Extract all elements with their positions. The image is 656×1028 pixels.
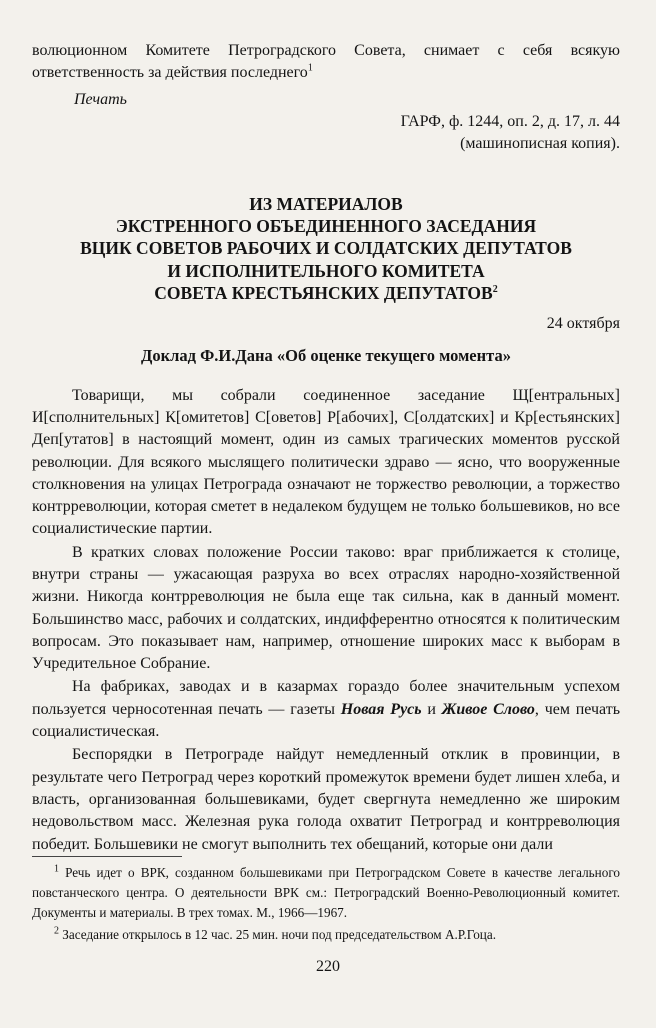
newspaper-title: Новая Русь [340, 700, 422, 718]
footnote-ref-1: 1 [307, 62, 313, 74]
heading-line: ЭКСТРЕННОГО ОБЪЕДИНЕННОГО ЗАСЕДАНИЯ [115, 216, 537, 236]
paragraph-text: На фабриках, заводах и в казармах гораздо более значительным успехом пользуется черносотенная печать — газеты [32, 678, 620, 718]
footnote-divider [32, 856, 182, 857]
heading-line-last [32, 282, 620, 304]
pechat-label: Печать [74, 90, 127, 108]
heading-line-text: СОВЕТА КРЕСТЬЯНСКИХ ДЕПУТАТОВ [154, 283, 493, 304]
speech-paragraph: Товарищи, мы собрали соединенное заседание Щ[ентральных] И[сполнительных] К[омитетов] С[оветов] Р[абочих], С[олдатских] и Кр[естьянских] Деп[утатов] в настоящий момент, один из самых трагических моментов русской революции. Для всякого мыслящего политически здраво — ясно, что вооруженные столкновения на улицах Петрограда означают не торжество революции, а торжество контрреволюции, которая сметет в недалеком будущем не только большевиков, но все социалистические партии. [32, 386, 620, 538]
footnote-number: 1 [54, 863, 59, 875]
footnotes [32, 856, 620, 945]
speech-paragraph: В кратких словах положение России таково: враг приближается к столице, внутри страны — ужасающая разруха во всех отраслях народно-хозяйственной жизни. Никогда контрреволюция не была еще так сильна, как в данный момент. Большинство масс, рабочих и солдатских, индифферентно относятся к политическим вопросам. Это показывает нам, например, отношение широких масс к выборам в Учредительное Собрание. [32, 543, 620, 673]
footnote-ref-2: 2 [492, 284, 498, 296]
footnote-text: Заседание открылось в 12 час. 25 мин. ночи под председательством А.Р.Гоца. [62, 927, 497, 942]
heading-line: ИЗ МАТЕРИАЛОВ [249, 193, 403, 214]
date-line: 24 октября [546, 314, 620, 332]
continued-paragraph [32, 40, 620, 85]
heading-line: И ИСПОЛНИТЕЛЬНОГО КОМИТЕТА [167, 260, 485, 281]
speech-paragraph: Беспорядки в Петрограде найдут немедленный отклик в провинции, в результате чего Петроград через короткий промежуток времени будет лишен хлеба, и власть, организованная большевиками, будет свергнута немедленно же широким недовольством масс. Железная рука голода охватит Петроград и контрреволюция победит. Большевики не смогут выполнить тех обещаний, которые они дали [32, 746, 620, 853]
speech-paragraph-newspapers [32, 676, 620, 743]
heading-line: ВЦИК СОВЕТОВ РАБОЧИХ И СОЛДАТСКИХ ДЕПУТАТОВ [80, 238, 572, 259]
page-body [32, 40, 620, 856]
footnote-2 [32, 925, 620, 945]
section-heading [32, 193, 620, 305]
paragraph-text: и [421, 700, 442, 718]
archive-reference: ГАРФ, ф. 1244, оп. 2, д. 17, л. 44 [400, 112, 620, 130]
report-title: Доклад Ф.И.Дана «Об оценке текущего момента» [141, 345, 511, 365]
newspaper-title: Живое Слово [441, 700, 535, 718]
page-number: 220 [316, 958, 340, 975]
footnote-1 [32, 863, 620, 923]
footnote-number: 2 [54, 925, 59, 937]
paragraph-text: , чем печать социалистическая. [32, 700, 621, 741]
archive-copy-note: (машинописная копия). [460, 134, 620, 152]
continued-paragraph-text: волюционном Комитете Петроградского Совета, снимает с себя всякую ответственность за действия последнего [32, 42, 620, 82]
footnote-text: Речь идет о ВРК, созданном большевиками при Петроградском Совете в качестве легального повстанческого центра. О деятельности ВРК см.: Петроградский Военно-Революционный комитет. Документы и материалы. В трех томах. М., 1966—1967. [32, 865, 620, 920]
